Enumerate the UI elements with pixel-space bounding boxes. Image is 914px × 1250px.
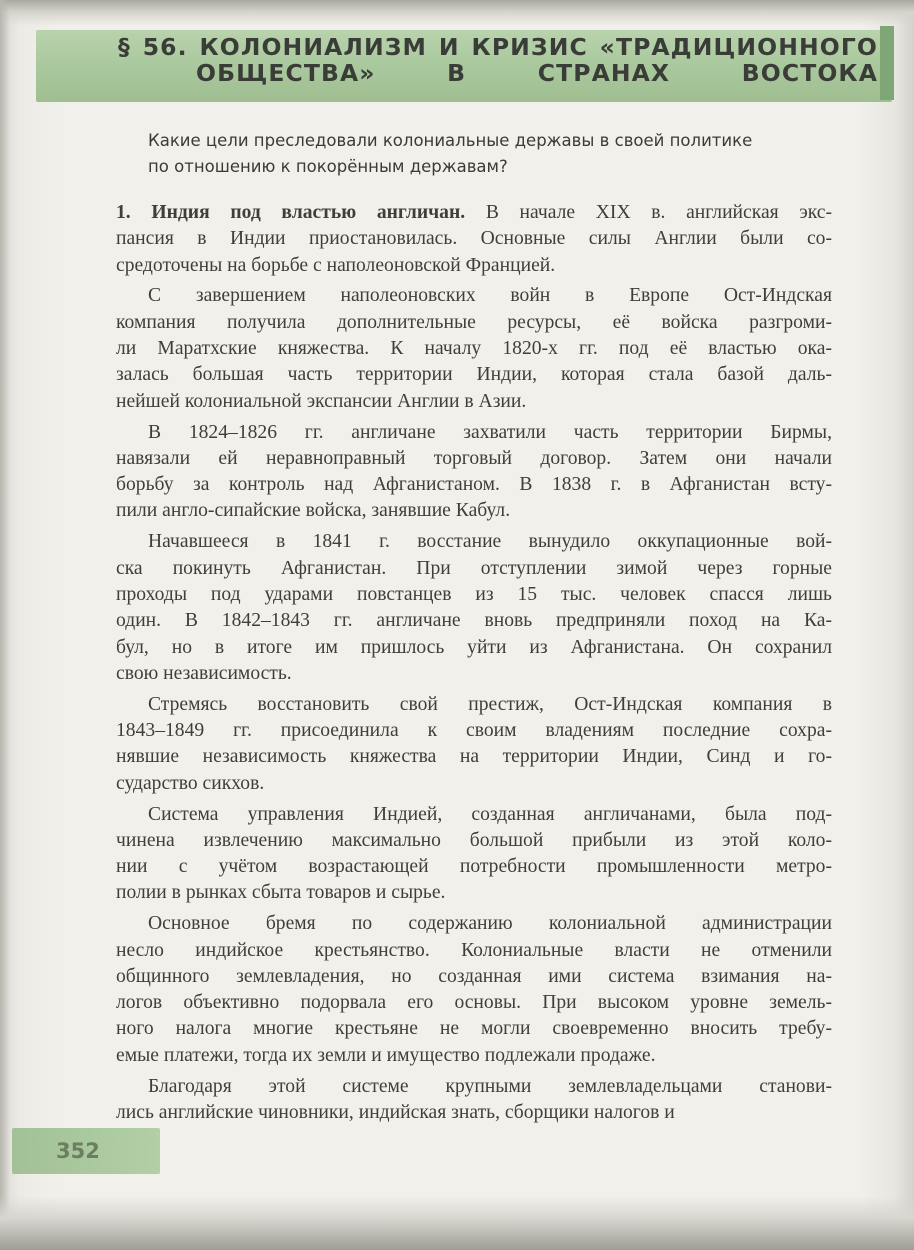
text-line: 1843–1849 гг. присоединила к своим владениям последние сохра-	[116, 720, 832, 742]
text-line: С завершением наполеоновских войн в Европе Ост-Индская	[148, 285, 832, 307]
text-line: ска покинуть Афганистан. При отступлении зимой через горные	[116, 557, 832, 579]
text-line: нявшие независимость княжества на территории Индии, Синд и го-	[116, 746, 832, 768]
text-line: бул, но в итоге им пришлось уйти из Афганистана. Он сохранил	[116, 636, 832, 658]
paragraph	[116, 529, 832, 687]
text-line: Благодаря этой системе крупными землевладельцами станови-	[148, 1075, 832, 1097]
text-line: средоточены на борьбе с наполеоновской Францией.	[116, 254, 556, 276]
paragraph	[116, 283, 832, 414]
text-line	[116, 200, 832, 226]
text-line: сударство сикхов.	[116, 772, 265, 794]
text-line: несло индийское крестьянство. Колониальные власти не отменили	[116, 939, 832, 961]
question-line: Какие цели преследовали колониальные державы в своей политике	[148, 131, 753, 150]
paragraph	[116, 802, 832, 907]
text-line: Стремясь восстановить свой престиж, Ост-Индская компания в	[148, 693, 832, 715]
title-band-tab	[880, 26, 894, 100]
paragraph	[116, 1074, 832, 1127]
text-line: свою независимость.	[116, 662, 292, 684]
body-text	[116, 200, 832, 1126]
paragraph	[116, 692, 832, 797]
text-line: Основное бремя по содержанию колониальной администрации	[148, 913, 832, 935]
text-line: логов объективно подорвала его основы. При высоком уровне земель-	[116, 992, 832, 1014]
text-line: один. В 1842–1843 гг. англичане вновь предприняли поход на Ка-	[116, 610, 832, 632]
page-bottom-shadow	[0, 1196, 914, 1250]
page-title	[118, 34, 878, 87]
text-line: полии в рынках сбыта товаров и сырье.	[116, 882, 446, 904]
text-line: залась большая часть территории Индии, которая стала базой даль-	[116, 364, 832, 386]
paragraph	[116, 911, 832, 1069]
text-line: пансия в Индии приостановилась. Основные силы Англии были со-	[116, 228, 832, 250]
text-line: пили англо-сипайские войска, занявшие Кабул.	[116, 500, 511, 522]
text-line: нии с учётом возрастающей потребности промышленности метро-	[116, 856, 832, 878]
section-heading: 1. Индия под властью англичан.	[116, 202, 466, 223]
question-line: по отношению к покорённым державам?	[148, 157, 508, 177]
page-left-shadow	[0, 0, 10, 1250]
text-line: компания получила дополнительные ресурсы, её войска разгроми-	[116, 311, 832, 333]
text-line: нейшей колониальной экспансии Англии в Азии.	[116, 390, 527, 412]
page-number: 352	[56, 1139, 100, 1163]
lead-question	[148, 128, 838, 181]
text-line: емые платежи, тогда их земли и имущество подлежали продаже.	[116, 1044, 656, 1066]
text-line: чинена извлечению максимально большой прибыли из этой коло-	[116, 829, 832, 851]
text-fragment: В начале XIX в. английская экс-	[485, 202, 832, 223]
text-line: Начавшееся в 1841 г. восстание вынудило оккупационные вой-	[148, 531, 832, 553]
title-line: § 56. КОЛОНИАЛИЗМ И КРИЗИС «ТРАДИЦИОННОГО	[118, 33, 878, 61]
text-line: навязали ей неравноправный торговый договор. Затем они начали	[116, 447, 832, 469]
page-top-shadow	[0, 0, 914, 26]
text-line: ли Маратхские княжества. К началу 1820-х гг. под её властью ока-	[116, 338, 832, 360]
text-line: Система управления Индией, созданная англичанами, была под-	[148, 803, 832, 825]
title-line: ОБЩЕСТВА» В СТРАНАХ ВОСТОКА	[196, 59, 878, 88]
text-line: проходы под ударами повстанцев из 15 тыс. человек спасся лишь	[116, 583, 832, 605]
text-line: общинного землевладения, но созданная ими система взимания на-	[116, 965, 832, 987]
text-line: борьбу за контроль над Афганистаном. В 1838 г. в Афганистан всту-	[116, 474, 832, 496]
paragraph	[116, 420, 832, 525]
text-line: ного налога многие крестьяне не могли своевременно вносить требу-	[116, 1018, 832, 1040]
paragraph	[116, 200, 832, 279]
text-line: В 1824–1826 гг. англичане захватили часть территории Бирмы,	[148, 421, 832, 443]
text-line: лись английские чиновники, индийская знать, сборщики налогов и	[116, 1101, 675, 1123]
